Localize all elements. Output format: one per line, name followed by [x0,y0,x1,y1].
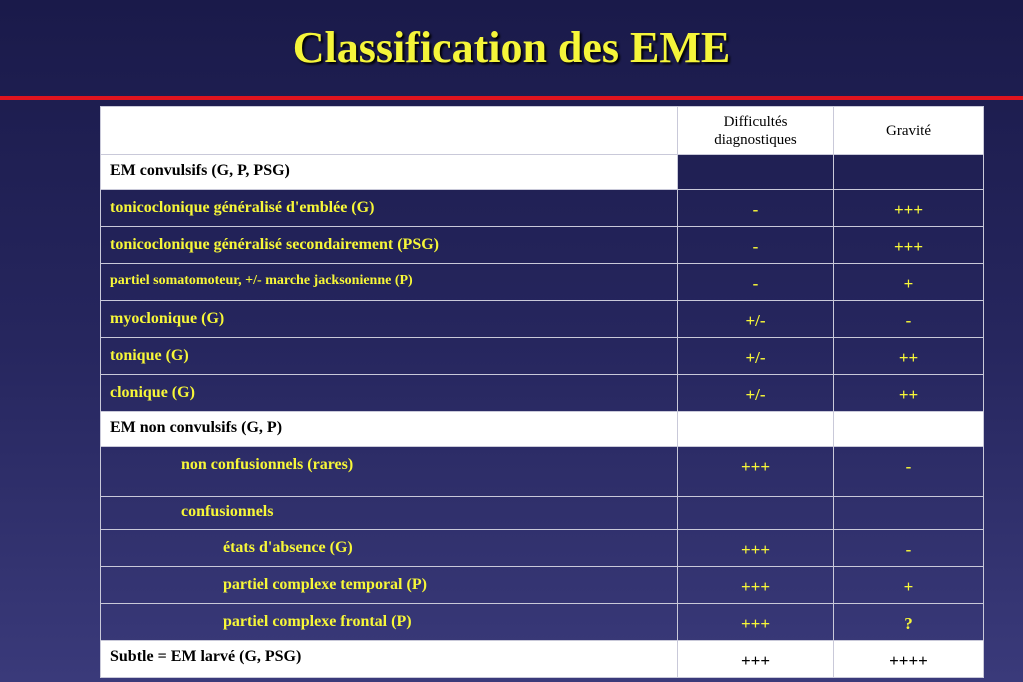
row-difficulte: +/- [678,301,834,338]
header-difficultes [678,107,834,155]
row-difficulte [678,155,834,190]
row-gravite [834,155,984,190]
row-gravite: ++ [834,375,984,412]
table-row [101,264,984,301]
row-label: EM convulsifs (G, P, PSG) [101,155,678,190]
row-difficulte: +/- [678,375,834,412]
row-difficulte: - [678,264,834,301]
row-gravite: ++++ [834,641,984,678]
row-gravite: - [834,447,984,497]
row-label: partiel complexe temporal (P) [101,567,678,604]
row-difficulte: +++ [678,641,834,678]
header-row [101,107,984,155]
row-label: tonicoclonique généralisé d'emblée (G) [101,190,678,227]
row-difficulte: - [678,190,834,227]
header-difficultes-line2: diagnostiques [714,131,797,148]
row-label: non confusionnels (rares) [101,447,678,497]
table-row [101,190,984,227]
row-label: myoclonique (G) [101,301,678,338]
title-divider [0,96,1023,100]
row-gravite: +++ [834,190,984,227]
table-row [101,447,984,497]
table-row [101,301,984,338]
row-difficulte [678,412,834,447]
table-row [101,155,984,190]
row-difficulte: +/- [678,338,834,375]
row-gravite: + [834,264,984,301]
header-gravite: Gravité [834,107,984,155]
row-label: tonicoclonique généralisé secondairement (PSG) [101,227,678,264]
row-difficulte: +++ [678,567,834,604]
header-empty-cell [101,107,678,155]
row-difficulte: - [678,227,834,264]
slide-title: Classification des EME [292,23,731,72]
row-label: Subtle = EM larvé (G, PSG) [101,641,678,678]
table-row [101,227,984,264]
row-difficulte: +++ [678,447,834,497]
row-label: EM non convulsifs (G, P) [101,412,678,447]
row-difficulte: +++ [678,530,834,567]
table-row [101,412,984,447]
table-row [101,604,984,641]
table-row [101,567,984,604]
row-gravite: ++ [834,338,984,375]
table-row [101,641,984,678]
row-gravite: - [834,530,984,567]
row-gravite: ? [834,604,984,641]
row-gravite: + [834,567,984,604]
row-gravite [834,497,984,530]
row-difficulte: +++ [678,604,834,641]
row-label: tonique (G) [101,338,678,375]
row-difficulte [678,497,834,530]
classification-table [100,106,984,678]
row-label: confusionnels [101,497,678,530]
row-gravite [834,412,984,447]
row-gravite: - [834,301,984,338]
row-label: clonique (G) [101,375,678,412]
table-row [101,497,984,530]
header-difficultes-line1: Difficultés [723,113,788,130]
row-label: partiel somatomoteur, +/- marche jacksonienne (P) [101,264,678,301]
row-label: partiel complexe frontal (P) [101,604,678,641]
table-row [101,375,984,412]
row-label: états d'absence (G) [101,530,678,567]
table-row [101,338,984,375]
table-row [101,530,984,567]
row-gravite: +++ [834,227,984,264]
